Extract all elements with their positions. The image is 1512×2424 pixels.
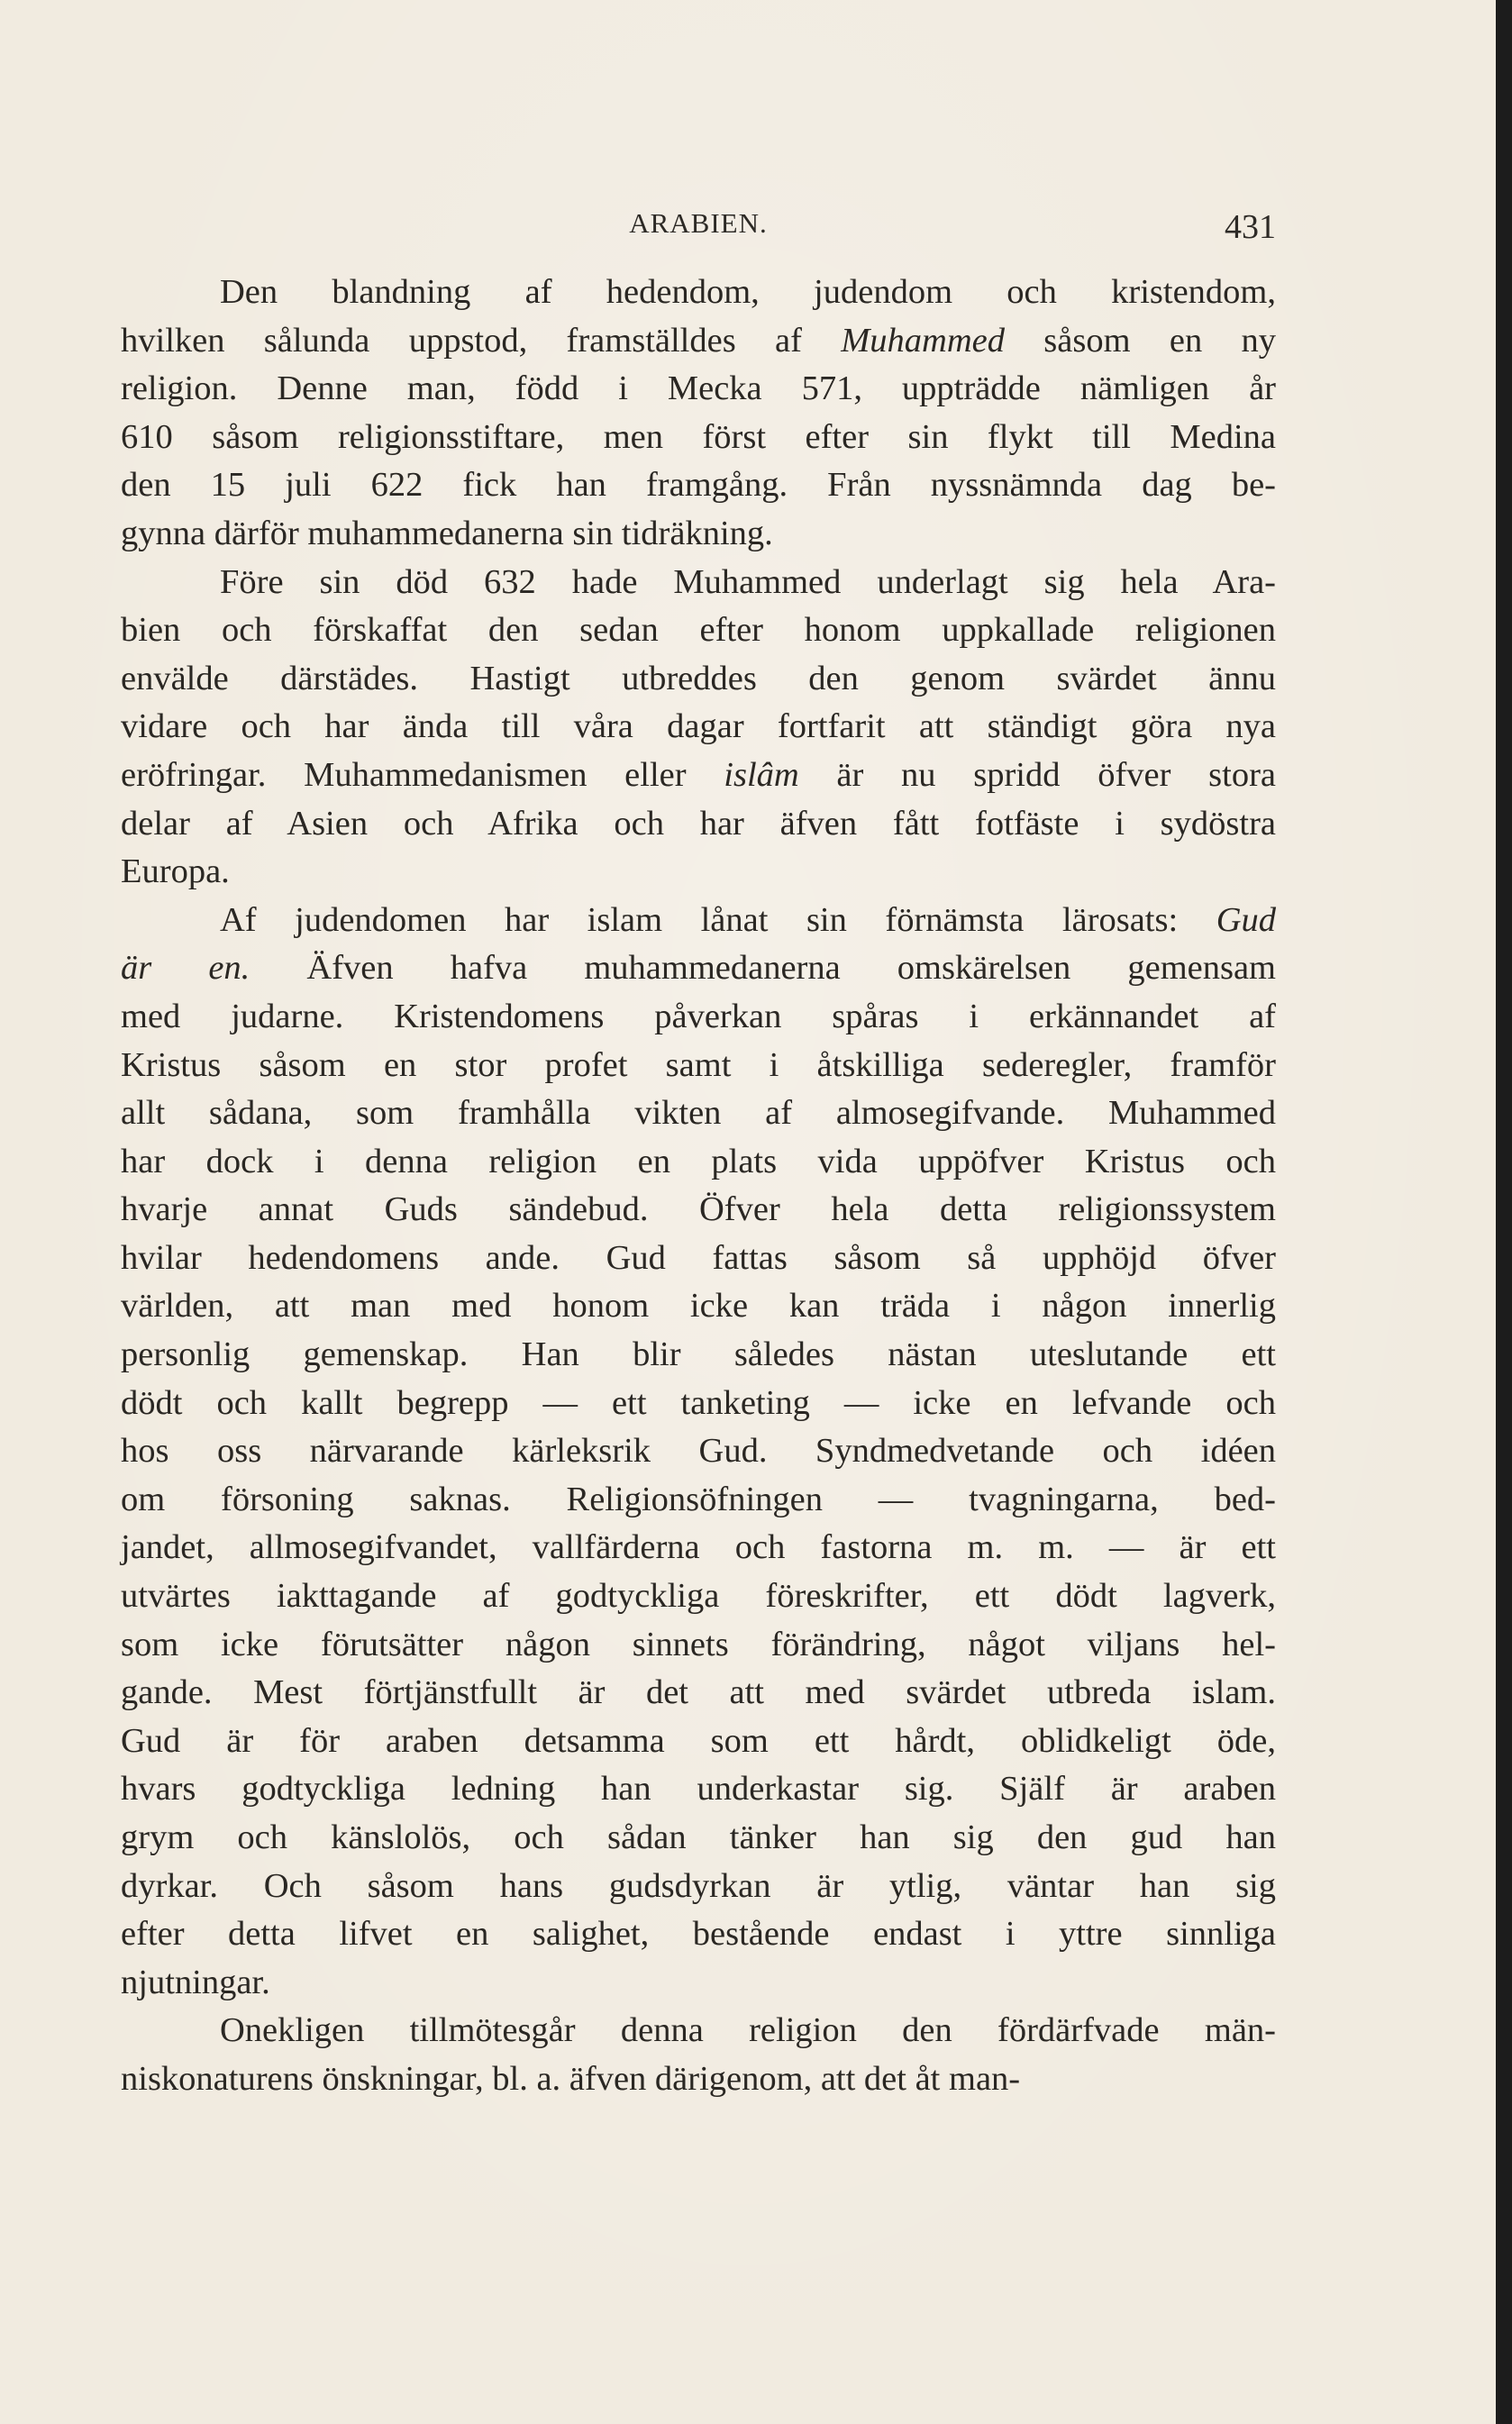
italic-text: islâm — [724, 755, 799, 794]
line-text: gande. Mest förtjänstfullt är det att med svärdet utbreda islam. — [121, 1673, 1276, 1712]
line-text: som icke förutsätter någon sinnets förändring, något viljans hel- — [121, 1625, 1276, 1663]
text-line — [121, 1138, 1276, 1187]
paragraph — [121, 269, 1276, 559]
line-text: religion. Denne man, född i Mecka 571, uppträdde nämligen år — [121, 369, 1276, 408]
text-line — [121, 897, 1276, 945]
line-text: envälde därstädes. Hastigt utbreddes den genom svärdet ännu — [121, 659, 1276, 697]
text-line — [121, 703, 1276, 752]
text-line — [121, 752, 1276, 800]
text-line — [121, 1669, 1276, 1718]
line-text: efter detta lifvet en salighet, bestående endast i yttre sinnliga — [121, 1915, 1276, 1954]
line-text: hvilken sålunda uppstod, framställdes af — [121, 321, 842, 360]
text-line — [121, 365, 1276, 414]
line-text: hvarje annat Guds sändebud. Öfver hela detta religionssystem — [121, 1190, 1276, 1229]
line-text: bien och förskaffat den sedan efter honom uppkallade religionen — [121, 611, 1276, 650]
text-line — [121, 1282, 1276, 1331]
line-text: är nu spridd öfver stora — [798, 755, 1276, 794]
text-line — [121, 317, 1276, 366]
text-line — [121, 1042, 1276, 1090]
text-line — [121, 1186, 1276, 1235]
line-text: personlig gemenskap. Han blir således nästan uteslutande ett — [121, 1335, 1276, 1374]
line-text: har dock i denna religion en plats vida uppöfver Kristus och — [121, 1142, 1276, 1180]
text-line — [121, 1089, 1276, 1138]
line-text: såsom en ny — [1005, 321, 1276, 360]
line-text: allt sådana, som framhålla vikten af almosegifvande. Muhammed — [121, 1094, 1276, 1133]
line-text: grym och känslolös, och sådan tänker han sig den gud han — [121, 1818, 1276, 1856]
text-line — [121, 1476, 1276, 1525]
line-text: Kristus såsom en stor profet samt i åtskilliga sederegler, framför — [121, 1045, 1276, 1084]
italic-text: är en. — [121, 949, 250, 988]
text-line — [121, 1572, 1276, 1621]
line-text: världen, att man med honom icke kan träda i någon innerlig — [121, 1287, 1276, 1326]
text-line — [121, 461, 1276, 510]
text-line — [121, 1814, 1276, 1863]
text-line — [121, 2007, 1276, 2055]
text-line — [121, 559, 1276, 607]
text-line — [121, 944, 1276, 993]
text-line — [121, 2055, 1276, 2104]
line-text: hos oss närvarande kärleksrik Gud. Syndmedvetande och idéen — [121, 1432, 1276, 1471]
line-text: hvars godtyckliga ledning han underkastar sig. Själf är araben — [121, 1770, 1276, 1809]
text-line — [121, 606, 1276, 655]
text-line — [121, 1380, 1276, 1428]
line-text: hvilar hedendomens ande. Gud fattas såsom så upphöjd öfver — [121, 1238, 1276, 1277]
line-text: njutningar. — [121, 1963, 270, 2001]
paragraph — [121, 2007, 1276, 2103]
line-text: Äfven hafva muhammedanerna omskärelsen gemensam — [250, 949, 1276, 988]
text-line — [121, 1235, 1276, 1283]
paragraph — [121, 897, 1276, 2008]
paragraph — [121, 559, 1276, 897]
line-text: eröfringar. Muhammedanismen eller — [121, 755, 724, 794]
text-line — [121, 655, 1276, 704]
text-line — [121, 1427, 1276, 1476]
text-line — [121, 1959, 1276, 2008]
text-line — [121, 510, 1276, 559]
text-line — [121, 1910, 1276, 1959]
text-line — [121, 1621, 1276, 1670]
text-line — [121, 1331, 1276, 1380]
line-text: om försoning saknas. Religionsöfningen — tvagningarna, bed- — [121, 1480, 1276, 1518]
page-number: 431 — [1225, 208, 1276, 246]
text-line — [121, 848, 1276, 897]
text-line — [121, 800, 1276, 849]
text-line — [121, 1524, 1276, 1572]
line-text: gynna därför muhammedanerna sin tidräkning. — [121, 514, 773, 552]
line-text: 610 såsom religionsstiftare, men först efter sin flykt till Medina — [121, 417, 1276, 456]
text-line — [121, 269, 1276, 317]
italic-text: Gud — [1216, 900, 1276, 939]
line-text: jandet, allmosegifvandet, vallfärderna och fastorna m. m. — är ett — [121, 1528, 1276, 1567]
line-text: Onekligen tillmötesgår denna religion den fördärfvade män- — [220, 2011, 1276, 2050]
line-text: delar af Asien och Afrika och har äfven fått fotfäste i sydöstra — [121, 804, 1276, 843]
scan-edge — [1496, 0, 1512, 2424]
line-text: utvärtes iakttagande af godtyckliga föreskrifter, ett dödt lagverk, — [121, 1577, 1276, 1616]
line-text: vidare och har ända till våra dagar fortfarit att ständigt göra nya — [121, 707, 1276, 746]
line-text: dödt och kallt begrepp — ett tanketing — icke en lefvande och — [121, 1383, 1276, 1422]
line-text: Europa. — [121, 852, 230, 891]
line-text: Gud är för araben detsamma som ett hårdt, oblidkeligt öde, — [121, 1721, 1276, 1760]
text-line — [121, 1765, 1276, 1814]
text-line — [121, 993, 1276, 1042]
line-text: niskonaturens önskningar, bl. a. äfven därigenom, att det åt man- — [121, 2059, 1021, 2098]
italic-text: Muhammed — [841, 321, 1005, 360]
text-line — [121, 1863, 1276, 1911]
page-header — [121, 200, 1276, 254]
line-text: med judarne. Kristendomens påverkan spåras i erkännandet af — [121, 997, 1276, 1035]
running-title: ARABIEN. — [629, 207, 768, 239]
line-text: dyrkar. Och såsom hans gudsdyrkan är ytlig, väntar han sig — [121, 1866, 1276, 1905]
text-line — [121, 1718, 1276, 1766]
line-text: den 15 juli 622 fick han framgång. Från nyssnämnda dag be- — [121, 466, 1276, 505]
line-text: Af judendomen har islam lånat sin förnämsta lärosats: — [220, 900, 1216, 939]
body-text — [121, 269, 1276, 2104]
text-line — [121, 414, 1276, 462]
line-text: Den blandning af hedendom, judendom och kristendom, — [220, 273, 1276, 311]
line-text: Före sin död 632 hade Muhammed underlagt sig hela Ara- — [220, 562, 1276, 601]
